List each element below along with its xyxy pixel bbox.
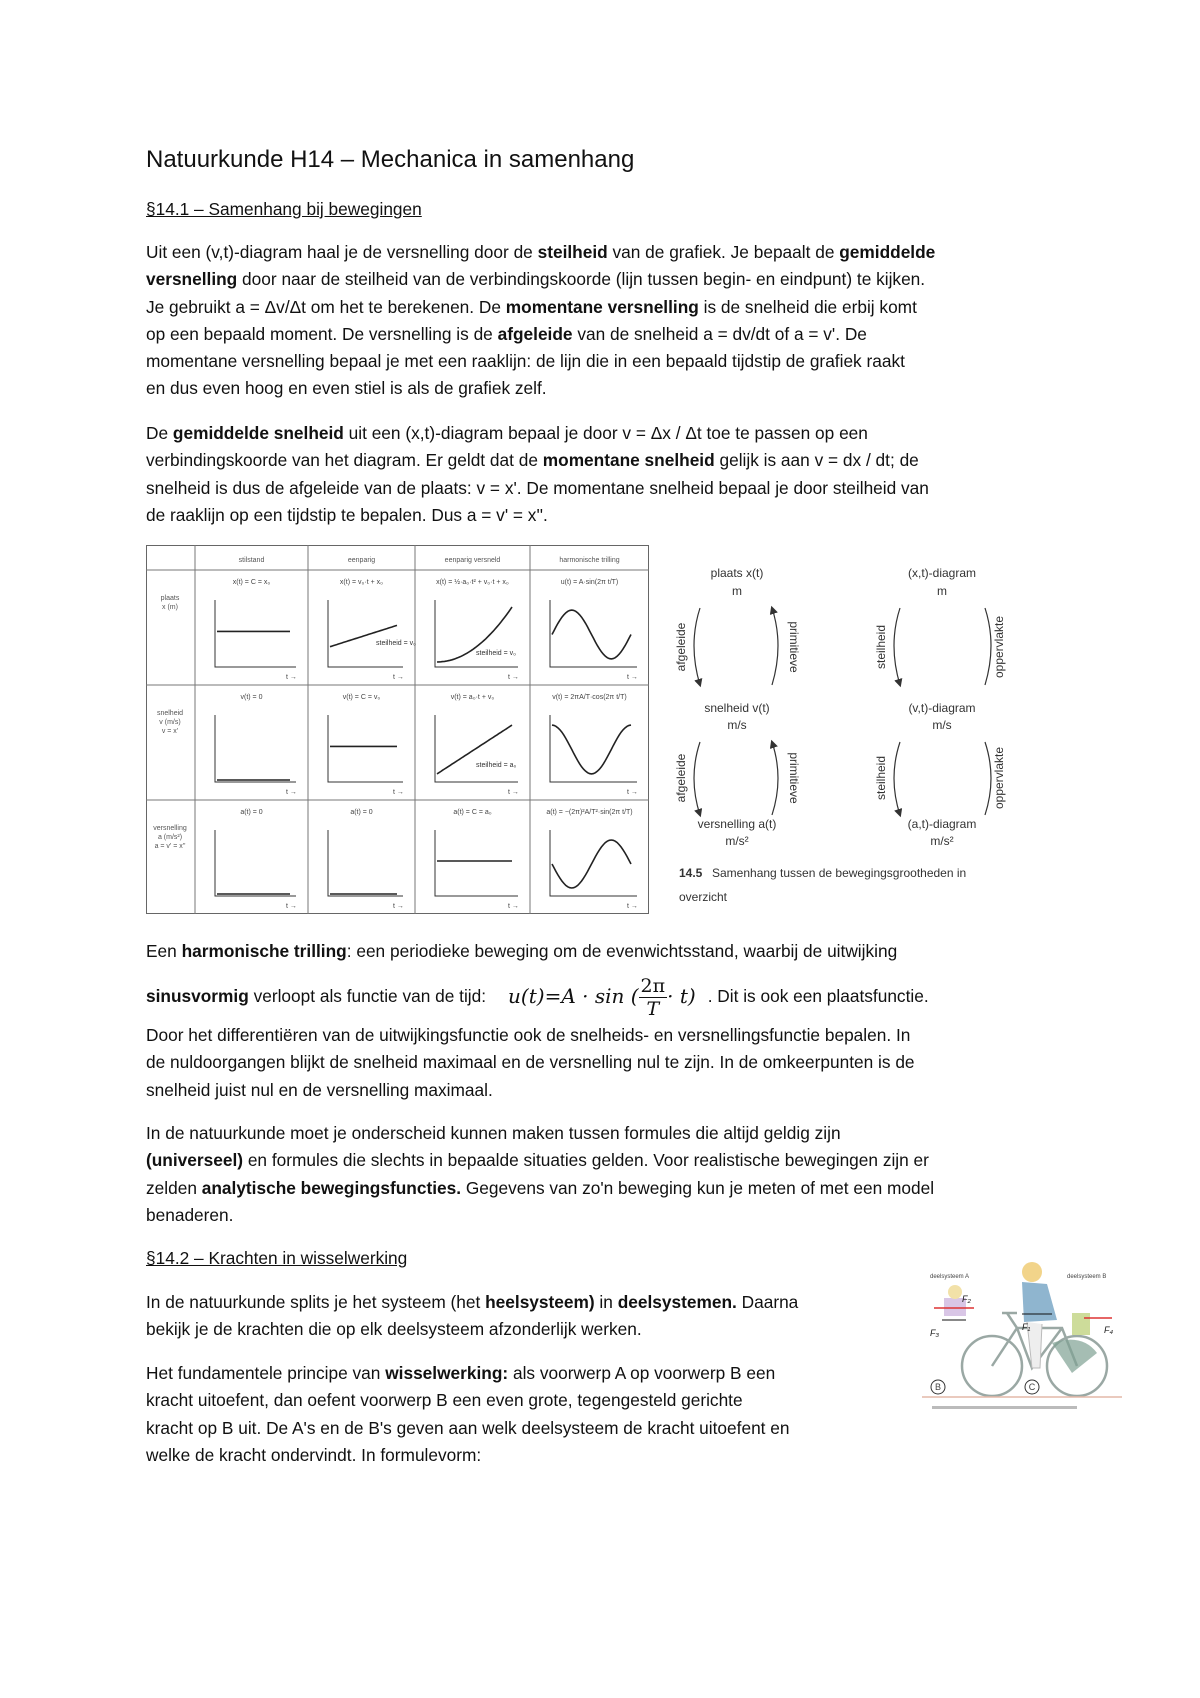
arrow-label-slope: steilheid <box>874 755 888 801</box>
text-segment: snelheid is dus de afgeleide van de plaats: v = x'. De momentane snelheid bepaal je door steilheid van <box>146 477 929 498</box>
unit-ms2: m/s² <box>725 834 749 848</box>
row-label: v = x' <box>161 728 179 735</box>
cell-formula: x(t) = ½·a₀·t² + v₀·t + x₀ <box>436 579 509 586</box>
row-label: snelheid <box>156 710 184 717</box>
text-line <box>146 1202 934 1229</box>
caption-placeholder <box>932 1406 1077 1409</box>
text-line <box>146 266 935 293</box>
cell-formula: a(t) = −(2π)²A/T²·sin(2π t/T) <box>546 809 633 816</box>
sinus-line <box>146 975 929 1020</box>
bold-term: deelsystemen. <box>617 1292 737 1312</box>
axis-label-t: t → <box>286 903 297 910</box>
paragraph-harmonic <box>146 938 897 965</box>
text-segment: In de natuurkunde splits je het systeem (het <box>146 1292 486 1312</box>
axis-label-t: t → <box>627 674 638 681</box>
text-line <box>146 1049 915 1076</box>
bicycle-subsystems-figure <box>922 1258 1122 1423</box>
row-label: a = v' = x'' <box>154 843 186 850</box>
text-segment: door naar de steilheid van de verbindingskoorde (lijn tussen begin- en eindpunt) te kijken. <box>237 269 926 290</box>
text-line <box>146 321 935 348</box>
unit-m: m <box>937 584 947 598</box>
graph-axes <box>328 600 403 667</box>
text-segment: de nuldoorgangen blijkt de snelheid maximaal en de versnelling nul te zijn. In de omkeerpunten is de <box>146 1052 915 1073</box>
unit-ms: m/s <box>727 718 747 732</box>
cell-formula: x(t) = v₀·t + x₀ <box>339 579 384 586</box>
bold-term: versnelling <box>146 269 238 290</box>
axis-label-t: t → <box>286 789 297 796</box>
column-header: eenparig <box>347 557 376 564</box>
table-border <box>147 546 649 914</box>
bold-term: gemiddelde snelheid <box>172 423 344 443</box>
label-subsystem-b: deelsysteem B <box>1067 1274 1107 1280</box>
label-at-diagram: (a,t)-diagram <box>907 817 977 831</box>
label-xt-diagram: (x,t)-diagram <box>907 566 977 580</box>
text-segment: en dus even hoog en even stiel is als de grafiek zelf. <box>146 378 547 399</box>
label-velocity: snelheid v(t) <box>704 701 770 715</box>
unit-ms: m/s <box>932 718 952 732</box>
rider-body <box>1022 1282 1057 1322</box>
bold-term: steilheid <box>537 242 608 262</box>
text-segment: is de snelheid die erbij komt <box>698 296 917 317</box>
text-line <box>146 938 897 965</box>
text-segment: bekijk je de krachten die op elk deelsysteem afzonderlijk werken. <box>146 1319 642 1340</box>
axis-label-t: t → <box>508 903 519 910</box>
text-segment: momentane versnelling bepaal je met een raaklijn: de lijn die in een bepaald tijdstip de grafiek raakt <box>146 351 905 372</box>
text-segment: zelden <box>146 1177 202 1198</box>
text-segment: als voorwerp A op voorwerp B een <box>508 1363 776 1383</box>
arrow-label-derivative: afgeleide <box>674 753 688 803</box>
text-line <box>146 239 935 266</box>
page-title: Natuurkunde H14 – Mechanica in samenhang <box>146 146 635 173</box>
section-heading-14-1: §14.1 – Samenhang bij bewegingen <box>146 199 422 219</box>
bold-term: analytische bewegingsfuncties. <box>201 1177 462 1198</box>
paragraph-differentiation <box>146 1022 915 1104</box>
axis-label-t: t → <box>286 674 297 681</box>
axis-label-t: t → <box>508 674 519 681</box>
text-line <box>146 1147 934 1174</box>
bold-term: wisselwerking: <box>385 1363 509 1383</box>
text-line <box>146 1415 790 1442</box>
sinus-text: verloopt als functie van de tijd: <box>248 986 487 1007</box>
force-label: F₄ <box>1104 1325 1114 1335</box>
caption-line1: Samenhang tussen de bewegingsgrootheden in <box>712 866 967 880</box>
text-segment: : een periodieke beweging om de evenwichtsstand, waarbij de uitwijking <box>346 941 898 961</box>
graph-curve <box>552 840 631 888</box>
text-segment: kracht uitoefent, dan oefent voorwerp B een even grote, tegengesteld gerichte <box>146 1390 743 1411</box>
graph-axes <box>215 600 296 667</box>
text-line <box>146 1120 934 1147</box>
axis-label-t: t → <box>393 789 404 796</box>
circle-c: C <box>1028 1382 1036 1392</box>
bold-term: afgeleide <box>497 323 573 344</box>
graph-axes <box>550 600 637 667</box>
text-segment: De <box>146 423 173 443</box>
bold-term: gemiddelde <box>839 242 936 262</box>
formula-right: · t) <box>667 984 696 1008</box>
text-segment: Uit een (v,t)-diagram haal je de versnelling door de <box>146 242 538 262</box>
unit-ms2: m/s² <box>930 834 954 848</box>
text-line <box>146 1077 915 1104</box>
text-line <box>146 502 929 529</box>
bold-term: sinusvormig <box>146 986 249 1007</box>
text-segment: van de snelheid a = dv/dt of a = v'. De <box>572 323 867 344</box>
paragraph-interaction <box>146 1360 790 1469</box>
text-line <box>146 1316 798 1343</box>
text-segment: benaderen. <box>146 1204 234 1225</box>
text-segment: Een <box>146 941 182 961</box>
slope-annotation: steilheid = v₀ <box>376 640 417 647</box>
formula-left: u(t)=A · sin ( <box>508 984 639 1008</box>
graph-axes <box>328 715 403 782</box>
bold-term: (universeel) <box>146 1150 244 1171</box>
paragraph-subsystems <box>146 1289 798 1344</box>
text-line <box>146 1360 790 1387</box>
text-segment: Gegevens van zo'n beweging kun je meten of met een model <box>461 1177 935 1198</box>
arrow-label-area: oppervlakte <box>992 615 1006 679</box>
motion-quantities-cycle-figure <box>660 560 1030 910</box>
cell-formula: a(t) = C = a₀ <box>453 809 492 816</box>
text-line <box>146 1387 790 1414</box>
label-position: plaats x(t) <box>710 566 764 580</box>
text-segment: uit een (x,t)-diagram bepaal je door v = Δx / Δt toe te passen op een <box>343 423 868 443</box>
text-segment: kracht op B uit. De A's en de B's geven aan welk deelsysteem de kracht uitoefent en <box>146 1417 790 1438</box>
arrow-label-primitive: primitieve <box>787 621 801 673</box>
cell-formula: a(t) = 0 <box>350 809 373 816</box>
harmonic-formula <box>508 975 696 1020</box>
text-line <box>146 375 935 402</box>
text-line <box>146 1175 934 1202</box>
cell-formula: x(t) = C = x₀ <box>232 579 271 586</box>
cell-formula: v(t) = 0 <box>240 694 263 701</box>
text-segment: welke de kracht ondervindt. In formulevorm: <box>146 1444 482 1465</box>
text-segment: Daarna <box>736 1292 799 1312</box>
label-acceleration: versnelling a(t) <box>697 817 777 831</box>
formula-denominator: T <box>646 998 660 1020</box>
sinus-after: . Dit is ook een plaatsfunctie. <box>707 986 929 1007</box>
bold-term: harmonische trilling <box>181 941 347 961</box>
text-line <box>146 1289 798 1316</box>
text-segment: verbindingskoorde van het diagram. Er geldt dat de <box>146 450 543 471</box>
arrow-label-primitive: primitieve <box>787 752 801 804</box>
text-segment: in <box>594 1292 618 1312</box>
text-segment: gelijk is aan v = dx / dt; de <box>714 450 919 471</box>
graph-axes <box>215 830 296 896</box>
graph-axes <box>328 830 403 896</box>
bold-term: heelsysteem) <box>485 1292 595 1312</box>
text-segment: en formules die slechts in bepaalde situaties gelden. Voor realistische bewegingen zijn er <box>243 1150 929 1171</box>
paragraph-velocity <box>146 420 929 529</box>
slope-annotation: steilheid = a₀ <box>476 762 517 769</box>
axis-label-t: t → <box>508 789 519 796</box>
axis-label-t: t → <box>627 789 638 796</box>
bold-term: momentane versnelling <box>505 296 699 317</box>
force-label: F₁ <box>1022 1322 1031 1332</box>
text-line <box>146 420 929 447</box>
axis-label-t: t → <box>393 674 404 681</box>
arrow-label-derivative: afgeleide <box>674 622 688 672</box>
graph-axes <box>550 830 637 896</box>
text-line <box>146 447 929 474</box>
graph-curve <box>552 610 631 659</box>
text-line <box>146 1022 915 1049</box>
graph-axes <box>215 715 296 782</box>
paragraph-universal <box>146 1120 934 1229</box>
axis-label-t: t → <box>393 903 404 910</box>
cell-formula: v(t) = a₀·t + v₀ <box>450 694 495 701</box>
text-line <box>146 1442 790 1469</box>
column-header: harmonische trilling <box>559 557 620 564</box>
text-line <box>146 348 935 375</box>
row-label: versnelling <box>153 825 187 832</box>
cell-formula: v(t) = C = v₀ <box>342 694 381 701</box>
formula-numerator: 2π <box>640 975 666 997</box>
section-heading-14-2: §14.2 – Krachten in wisselwerking <box>146 1248 408 1268</box>
text-line <box>146 475 929 502</box>
circle-b: B <box>934 1382 942 1392</box>
text-segment: op een bepaald moment. De versnelling is de <box>146 323 498 344</box>
column-header: eenparig versneld <box>444 557 501 564</box>
text-segment: de raaklijn op een tijdstip te bepalen. Dus a = v' = x''. <box>146 504 548 525</box>
text-segment: Door het differentiëren van de uitwijkingsfunctie ook de snelheids- en versnellingsfunctie bepalen. In <box>146 1025 911 1045</box>
graph-curve <box>552 725 631 774</box>
row-label: plaats <box>160 595 180 602</box>
label-subsystem-a: deelsysteem A <box>930 1274 970 1280</box>
force-label: F₂ <box>962 1294 971 1304</box>
axis-label-t: t → <box>627 903 638 910</box>
graph-axes <box>550 715 637 782</box>
paragraph-acceleration <box>146 239 935 403</box>
text-segment: Je gebruikt a = Δv/Δt om het te berekenen. De <box>146 296 506 317</box>
text-line <box>146 294 935 321</box>
text-segment: snelheid juist nul en de versnelling maximaal. <box>146 1079 493 1100</box>
graph-axes <box>435 830 518 896</box>
text-segment: van de grafiek. Je bepaalt de <box>607 242 840 262</box>
label-vt-diagram: (v,t)-diagram <box>908 701 976 715</box>
text-segment: Het fundamentele principe van <box>146 1363 386 1383</box>
cell-formula: a(t) = 0 <box>240 809 263 816</box>
unit-m: m <box>732 584 742 598</box>
motion-graphs-table-figure <box>146 545 649 915</box>
caption-number: 14.5 <box>679 866 703 880</box>
arrow-label-area: oppervlakte <box>992 746 1006 810</box>
arrow-label-slope: steilheid <box>874 624 888 670</box>
row-label: x (m) <box>162 604 178 611</box>
bold-term: momentane snelheid <box>542 450 715 471</box>
cell-formula: u(t) = A·sin(2π t/T) <box>560 579 619 586</box>
force-label: F₃ <box>930 1328 940 1338</box>
text-segment: In de natuurkunde moet je onderscheid kunnen maken tussen formules die altijd geldig zijn <box>146 1123 841 1143</box>
cell-formula: v(t) = 2πA/T·cos(2π t/T) <box>552 694 627 701</box>
row-label: a (m/s²) <box>157 834 183 841</box>
row-label: v (m/s) <box>159 719 181 726</box>
caption-line2: overzicht <box>679 890 728 904</box>
slope-annotation: steilheid = v₀ <box>476 650 517 657</box>
rider-head-icon <box>1022 1262 1042 1282</box>
column-header: stilstand <box>238 557 265 564</box>
